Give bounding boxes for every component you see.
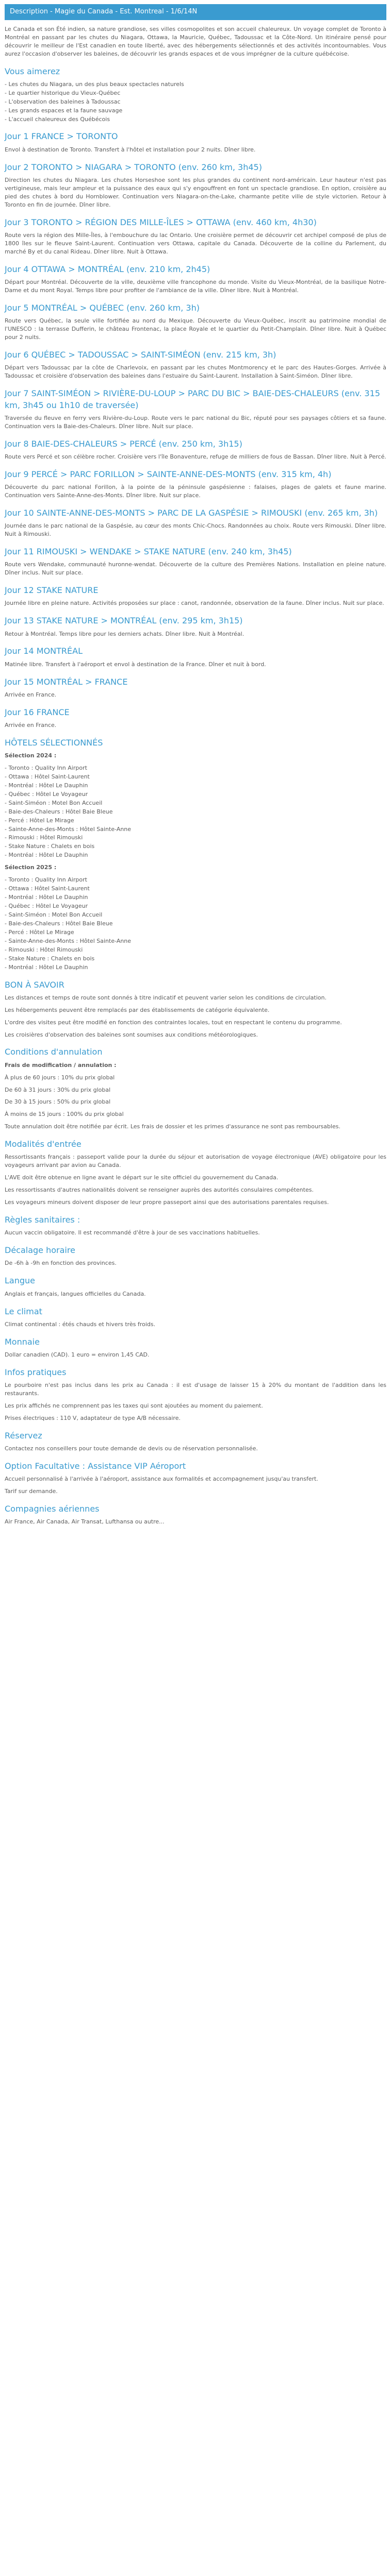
monnaie-text: Dollar canadien (CAD). 1 euro = environ 1,45 CAD. [5, 1351, 150, 1358]
hotels-list-1 [5, 764, 386, 859]
day-text: Départ pour Montréal. Découverte de la ville, deuxième ville francophone du monde. Visite du Vieux-Montréal, de la basilique Notre-Dame et du mont Royal. Temps libre pour profiter de l'ambiance de la ville. Dîner libre. Nuit à Montréal. [5, 278, 386, 294]
day-heading: Jour 11 RIMOUSKI > WENDAKE > STAKE NATURE (env. 240 km, 3h45) [5, 547, 292, 557]
day-heading: Jour 6 QUÉBEC > TADOUSSAC > SAINT-SIMÉON (env. 215 km, 3h) [5, 349, 276, 360]
hotel-item: - Québec : Hôtel Le Voyageur [5, 790, 386, 799]
day-text: Matinée libre. Transfert à l'aéroport et envol à destination de la France. Dîner et nuit à bord. [5, 660, 266, 668]
day-text: Découverte du parc national Forillon, à la pointe de la péninsule gaspésienne : falaises, plages de galets et faune marine. Continuation vers Sainte-Anne-des-Monts. Dîner libre. Nuit sur place. [5, 484, 386, 499]
hotel-item: - Sainte-Anne-des-Monts : Hôtel Sainte-Anne [5, 937, 386, 945]
hotel-item: - Québec : Hôtel Le Voyageur [5, 902, 386, 910]
day-text: Route vers la région des Mille-Îles, à l'embouchure du lac Ontario. Une croisière permet de découvrir cet archipel composé de plus de 1800 îles sur le fleuve Saint-Laurent. Continuation vers Ottawa, capitale du Canada. Découverte de la colline du Parlement, du marché By et du canal Rideau. Dîner libre. Nuit à Ottawa. [5, 231, 386, 255]
day-heading: Jour 4 OTTAWA > MONTRÉAL (env. 210 km, 2h45) [5, 264, 210, 274]
day-text: Route vers Wendake, communauté huronne-wendat. Découverte de la culture des Premières Nations. Installation en pleine nature. Dîner inclus. Nuit sur place. [5, 561, 386, 577]
hotel-item: - Stake Nature : Chalets en bois [5, 955, 386, 963]
hotel-item: - Montréal : Hôtel Le Dauphin [5, 782, 386, 790]
list-item: - L'accueil chaleureux des Québécois [5, 115, 386, 124]
day-heading: Jour 3 TORONTO > RÉGION DES MILLE-ÎLES > OTTAWA (env. 460 km, 4h30) [5, 217, 317, 227]
infos-pratiques-text: Les prix affichés ne comprennent pas les taxes qui sont ajoutées au moment du paiement. [5, 1402, 263, 1409]
page [5, 0, 386, 1543]
hotel-item: - Montréal : Hôtel Le Dauphin [5, 963, 386, 972]
langue-heading: Langue [5, 1276, 35, 1286]
climat-text: Climat continental : étés chauds et hivers très froids. [5, 1320, 156, 1328]
vous-aimerez-heading: Vous aimerez [5, 66, 60, 76]
conditions-heading: Conditions d'annulation [5, 1047, 103, 1057]
reservez-text: Contactez nos conseillers pour toute demande de devis ou de réservation personnalisée. [5, 1445, 258, 1452]
day-block [5, 584, 386, 607]
conditions-text: De 60 à 31 jours : 30% du prix global [5, 1086, 111, 1093]
page-title: Description - Magie du Canada - Est. Montreal - 1/6/14N [5, 4, 386, 20]
day-block [5, 263, 386, 295]
hotel-item: - Rimouski : Hôtel Rimouski [5, 946, 386, 954]
day-heading: Jour 9 PERCÉ > PARC FORILLON > SAINTE-ANNE-DES-MONTS (env. 315 km, 4h) [5, 469, 332, 480]
itinerary [5, 130, 386, 729]
hotel-item: - Ottawa : Hôtel Saint-Laurent [5, 773, 386, 781]
hotel-item: - Sainte-Anne-des-Monts : Hôtel Sainte-Anne [5, 825, 386, 834]
compagnies-heading: Compagnies aériennes [5, 1503, 100, 1514]
day-block [5, 676, 386, 699]
day-heading: Jour 10 SAINTE-ANNE-DES-MONTS > PARC DE LA GASPÉSIE > RIMOUSKI (env. 265 km, 3h) [5, 508, 378, 518]
modalites-heading: Modalités d'entrée [5, 1139, 82, 1149]
conditions-text: À moins de 15 jours : 100% du prix global [5, 1111, 124, 1118]
option-text: Accueil personnalisé à l'arrivée à l'aéroport, assistance aux formalités et accompagnement jusqu'au transfert. [5, 1476, 318, 1483]
modalites-text: Les ressortissants d'autres nationalités doivent se renseigner auprès des autorités consulaires compétentes. [5, 1187, 314, 1194]
decalage-heading: Décalage horaire [5, 1245, 75, 1256]
day-heading: Jour 7 SAINT-SIMÉON > RIVIÈRE-DU-LOUP > PARC DU BIC > BAIE-DES-CHALEURS (env. 315 km, 3h45 ou 1h10 de traversée) [5, 388, 380, 410]
day-block [5, 438, 386, 461]
day-block [5, 161, 386, 209]
day-text: Envol à destination de Toronto. Transfert à l'hôtel et installation pour 2 nuits. Dîner libre. [5, 146, 256, 153]
hotel-item: - Baie-des-Chaleurs : Hôtel Baie Bleue [5, 808, 386, 816]
bon-a-savoir-heading: BON À SAVOIR [5, 979, 64, 990]
day-text: Arrivée en France. [5, 691, 57, 698]
hotel-item: - Saint-Siméon : Motel Bon Accueil [5, 911, 386, 919]
day-block [5, 645, 386, 668]
hotels-sub: Sélection 2024 : [5, 752, 57, 759]
hotel-item: - Toronto : Quality Inn Airport [5, 764, 386, 772]
list-item: - Les grands espaces et la faune sauvage [5, 107, 386, 115]
day-text: Arrivée en France. [5, 721, 57, 728]
hotel-item: - Rimouski : Hôtel Rimouski [5, 834, 386, 842]
compagnies-text: Air France, Air Canada, Air Transat, Lufthansa ou autre... [5, 1518, 165, 1526]
decalage-text: De -6h à -9h en fonction des provinces. [5, 1260, 117, 1267]
hotels-list-2 [5, 876, 386, 971]
option-text: Tarif sur demande. [5, 1487, 58, 1495]
hotel-item: - Saint-Siméon : Motel Bon Accueil [5, 799, 386, 807]
hotel-item: - Toronto : Quality Inn Airport [5, 876, 386, 884]
hotels-heading: HÔTELS SÉLECTIONNÉS [5, 737, 103, 748]
hotel-item: - Montréal : Hôtel Le Dauphin [5, 893, 386, 902]
hotel-item: - Percé : Hôtel Le Mirage [5, 928, 386, 937]
bon-a-savoir-text: Les hébergements peuvent être remplacés par des établissements de catégorie équivalente. [5, 1006, 270, 1013]
day-heading: Jour 16 FRANCE [5, 707, 70, 717]
modalites-text: Les voyageurs mineurs doivent disposer de leur propre passeport ainsi que des autorisations parentales requises. [5, 1199, 329, 1206]
infos-pratiques-text: Prises électriques : 110 V, adaptateur de type A/B nécessaire. [5, 1414, 181, 1421]
day-text: Traversée du fleuve en ferry vers Rivière-du-Loup. Route vers le parc national du Bic, réputé pour ses paysages côtiers et sa faune. Continuation vers la Baie-des-Chaleurs. Dîner libre. Nuit sur place. [5, 415, 386, 430]
day-text: Retour à Montréal. Temps libre pour les derniers achats. Dîner libre. Nuit à Montréal. [5, 630, 245, 637]
bon-a-savoir-text: L'ordre des visites peut être modifié en fonction des contraintes locales, tout en respectant le contenu du programme. [5, 1019, 342, 1026]
day-text: Route vers Percé et son célèbre rocher. Croisière vers l'île Bonaventure, refuge de milliers de fous de Bassan. Dîner libre. Nuit à Percé. [5, 453, 386, 461]
day-heading: Jour 14 MONTRÉAL [5, 646, 83, 656]
day-heading: Jour 8 BAIE-DES-CHALEURS > PERCÉ (env. 250 km, 3h15) [5, 438, 242, 449]
day-block [5, 706, 386, 730]
conditions-text: Frais de modification / annulation : [5, 1061, 117, 1069]
day-text: Départ vers Tadoussac par la côte de Charlevoix, en passant par les chutes Montmorency et le parc des Hautes-Gorges. Arrivée à Tadoussac et croisière d'observation des baleines dans l'estuaire du Saint-Laurent. Installation à Saint-Siméon. Dîner libre. [5, 364, 386, 379]
monnaie-heading: Monnaie [5, 1336, 40, 1347]
conditions-text: Toute annulation doit être notifiée par écrit. Les frais de dossier et les primes d'assurance ne sont pas remboursables. [5, 1123, 340, 1130]
conditions-text: À plus de 60 jours : 10% du prix global [5, 1074, 115, 1081]
day-block [5, 507, 386, 538]
day-heading: Jour 2 TORONTO > NIAGARA > TORONTO (env. 260 km, 3h45) [5, 162, 262, 172]
regles-sanitaires-text: Aucun vaccin obligatoire. Il est recommandé d'être à jour de ses vaccinations habituelles. [5, 1229, 260, 1236]
list-item: - Les chutes du Niagara, un des plus beaux spectacles naturels [5, 80, 386, 89]
day-text: Route vers Québec, la seule ville fortifiée au nord du Mexique. Découverte du Vieux-Québec, inscrit au patrimoine mondial de l'UNESCO : la terrasse Dufferin, le château Frontenac, la place Royale et le quartier du Petit-Champlain. Dîner libre. Nuit à Québec pour 2 nuits. [5, 317, 386, 341]
day-block [5, 387, 386, 431]
day-block [5, 468, 386, 500]
day-heading: Jour 5 MONTRÉAL > QUÉBEC (env. 260 km, 3h) [5, 302, 200, 313]
infos-pratiques-heading: Infos pratiques [5, 1367, 67, 1377]
infos-pratiques-text: Le pourboire n'est pas inclus dans les prix au Canada : il est d'usage de laisser 15 à 20% du montant de l'addition dans les restaurants. [5, 1381, 386, 1397]
hotel-item: - Baie-des-Chaleurs : Hôtel Baie Bleue [5, 920, 386, 928]
hotel-item: - Ottawa : Hôtel Saint-Laurent [5, 885, 386, 893]
day-block [5, 546, 386, 577]
list-item: - L'observation des baleines à Tadoussac [5, 98, 386, 106]
intro-text: Le Canada et son Été indien, sa nature grandiose, ses villes cosmopolites et son accueil chaleureux. Un voyage complet de Toronto à Montréal en passant par les chutes du Niagara, Ottawa, la Mauricie, Québec, Tadoussac et la Côte-Nord. Un itinéraire pensé pour découvrir le meilleur de l'Est canadien en toute liberté, avec des hébergements sélectionnés et des activités incontournables. Vous aurez l'occasion d'observer les baleines, de découvrir les grands espaces et de vous imprégner de la culture québécoise. [5, 25, 386, 57]
vous-aimerez-list [5, 80, 386, 124]
bon-a-savoir-text: Les distances et temps de route sont donnés à titre indicatif et peuvent varier selon les conditions de circulation. [5, 994, 327, 1001]
bon-a-savoir-text: Les croisières d'observation des baleines sont soumises aux conditions météorologiques. [5, 1031, 258, 1038]
hotel-item: - Montréal : Hôtel Le Dauphin [5, 851, 386, 859]
list-item: - Le quartier historique du Vieux-Québec [5, 89, 386, 97]
conditions-text: De 30 à 15 jours : 50% du prix global [5, 1098, 111, 1106]
day-heading: Jour 1 FRANCE > TORONTO [5, 131, 118, 142]
day-text: Journée libre en pleine nature. Activités proposées sur place : canot, randonnée, observation de la faune. Dîner inclus. Nuit sur place. [5, 600, 384, 607]
day-heading: Jour 13 STAKE NATURE > MONTRÉAL (env. 295 km, 3h15) [5, 616, 243, 626]
hotels-sub-2: Sélection 2025 : [5, 864, 57, 871]
day-block [5, 615, 386, 638]
reservez-heading: Réservez [5, 1430, 42, 1440]
langue-text: Anglais et français, langues officielles du Canada. [5, 1290, 146, 1297]
day-block [5, 302, 386, 342]
modalites-text: Ressortissants français : passeport valide pour la durée du séjour et autorisation de voyage électronique (AVE) obligatoire pour les voyageurs arrivant par avion au Canada. [5, 1154, 386, 1169]
option-heading: Option Facultative : Assistance VIP Aéroport [5, 1461, 186, 1471]
modalites-text: L'AVE doit être obtenue en ligne avant le départ sur le site officiel du gouvernement du Canada. [5, 1174, 279, 1181]
climat-heading: Le climat [5, 1306, 42, 1316]
day-text: Direction les chutes du Niagara. Les chutes Horseshoe sont les plus grandes du continent nord-américain. Leur hauteur n'est pas vertigineuse, mais leur ampleur et la puissance des eaux qui s'y engouffrent en font un spectacle grandiose. En option, croisière au pied des chutes à bord du Hornblower. Continuation vers Niagara-on-the-Lake, charmante petite ville de style victorien. Retour à Toronto en fin de journée. Dîner libre. [5, 176, 386, 208]
hotel-item: - Percé : Hôtel Le Mirage [5, 817, 386, 825]
day-block [5, 349, 386, 380]
regles-sanitaires-heading: Règles sanitaires : [5, 1215, 80, 1225]
day-block [5, 216, 386, 256]
day-block [5, 130, 386, 154]
day-heading: Jour 15 MONTRÉAL > FRANCE [5, 676, 128, 687]
hotel-item: - Stake Nature : Chalets en bois [5, 842, 386, 851]
day-text: Journée dans le parc national de la Gaspésie, au cœur des monts Chic-Chocs. Randonnées au choix. Route vers Rimouski. Dîner libre. Nuit à Rimouski. [5, 522, 386, 538]
day-heading: Jour 12 STAKE NATURE [5, 585, 99, 596]
